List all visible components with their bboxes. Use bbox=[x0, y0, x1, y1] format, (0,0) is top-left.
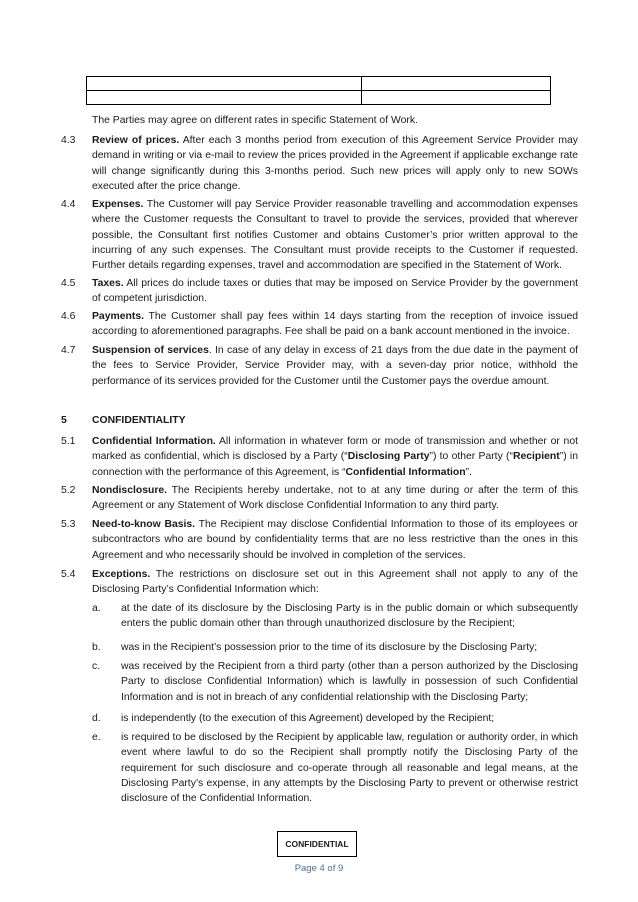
table-row bbox=[87, 77, 551, 91]
clause-title: Nondisclosure. bbox=[92, 485, 168, 496]
list-letter: a. bbox=[92, 603, 101, 614]
defined-term: Confidential Information bbox=[345, 466, 466, 478]
clause-title: Taxes. bbox=[92, 278, 124, 289]
clause-4-7 bbox=[92, 343, 578, 389]
clause-text: The restrictions on disclosure set out in this Agreement shall not apply to any of the Disclosing Party’s Confidential Information which: bbox=[92, 569, 578, 596]
clause-text: The Customer shall pay fees within 14 days starting from the reception of invoice issued according to aforementioned paragraphs. Fee shall be paid on a bank account mentioned in the invoice. bbox=[92, 311, 578, 338]
confidential-footer-label: CONFIDENTIAL bbox=[277, 831, 357, 857]
clause-title: Need-to-know Basis. bbox=[92, 519, 196, 530]
table-cell bbox=[87, 91, 362, 105]
list-item: is required to be disclosed by the Recipient by applicable law, regulation or authority order, in which event where lawful to do so the Recipient shall promptly notify the Disclosing Party of the requirement for such disclosure and co-operate through all reasonable and legal means, at the Disclosing Party’s expense, in any attempts by the Disclosing Party to prevent or otherwise restrict disclosure of the Confidential Information. bbox=[121, 732, 578, 805]
list-item: was in the Recipient’s possession prior to the time of its disclosure by the Disclosing Party; bbox=[121, 642, 538, 653]
list-item: at the date of its disclosure by the Disclosing Party is in the public domain or which subsequently enters the public domain other than through unauthorized disclosure by the Recipient; bbox=[121, 603, 578, 630]
clause-5-3 bbox=[92, 517, 578, 563]
section-number: 5 bbox=[61, 415, 67, 426]
clause-number: 5.3 bbox=[61, 519, 76, 530]
list-letter: d. bbox=[92, 713, 101, 724]
clause-text: The Recipient may disclose Confidential Information to those of its employees or subcontractors who are bound by confidentiality terms that are no less restrictive than the ones in this Agreement and who necessarily should be involved in completion of the services. bbox=[92, 519, 578, 561]
clause-number: 4.4 bbox=[61, 199, 76, 210]
clause-number: 5.2 bbox=[61, 485, 76, 496]
clause-4-4 bbox=[92, 197, 578, 273]
clause-5-1 bbox=[92, 434, 578, 480]
table-row bbox=[87, 91, 551, 105]
clause-title: Exceptions. bbox=[92, 569, 151, 580]
clause-title: Payments. bbox=[92, 311, 144, 322]
clause-number: 4.5 bbox=[61, 278, 76, 289]
list-letter: b. bbox=[92, 642, 101, 653]
clause-title: Expenses. bbox=[92, 199, 144, 210]
section-title: CONFIDENTIALITY bbox=[92, 415, 186, 426]
clause-number: 5.1 bbox=[61, 436, 76, 447]
clause-number: 4.6 bbox=[61, 311, 76, 322]
list-letter: e. bbox=[92, 732, 101, 743]
clause-number: 4.3 bbox=[61, 135, 76, 146]
clause-4-6 bbox=[92, 309, 578, 340]
list-item: was received by the Recipient from a third party (other than a person authorized by the Disclosing Party to disclose Confidential Information) which is lawfully in possession of such Confidential Information and is not in breach of any confidential relationship with the Disclosing Party; bbox=[121, 661, 578, 703]
defined-term: Recipient bbox=[512, 451, 560, 463]
table-cell bbox=[87, 77, 362, 91]
table-cell bbox=[362, 77, 551, 91]
clause-4-3 bbox=[92, 133, 578, 194]
clause-text: All prices do include taxes or duties that may be imposed on Service Provider by the government of competent jurisdiction. bbox=[92, 278, 578, 305]
rates-note: The Parties may agree on different rates in specific Statement of Work. bbox=[92, 115, 418, 126]
clause-5-4 bbox=[92, 567, 578, 598]
clause-text: After each 3 months period from execution of this Agreement Service Provider may demand in writing or via e-mail to review the prices provided in the Agreement if applicable exchange rate will change significantly during this 3-months period. Such new prices will apply only to new SOWs executed after the price change. bbox=[92, 135, 578, 192]
clause-text: The Recipients hereby undertake, not to at any time during or after the term of this Agreement or any Statement of Work disclose Confidential Information to any third party. bbox=[92, 485, 578, 512]
table-cell bbox=[362, 91, 551, 105]
clause-text: . In case of any delay in excess of 21 days from the due date in the payment of the fees to Service Provider, Service Provider may, with a seven-day prior notice, withhold the performance of its services provided for the Customer until the Customer pays the overdue amount. bbox=[92, 345, 579, 387]
clause-text: The Customer will pay Service Provider reasonable travelling and accommodation expenses where the Customer requests the Consultant to travel to provide the services, provided that wherever possible, the Consultant first notifies Customer and obtains Customer’s prior written approval to the incurring of any such expenses. The Consultant must provide receipts to the Customer if requested. Further details regarding expenses, travel and accommodation are specified in the Statement of Work. bbox=[92, 199, 578, 272]
list-letter: c. bbox=[92, 661, 101, 672]
clause-text: ”. bbox=[465, 466, 472, 478]
defined-term: Disclosing Party bbox=[347, 451, 430, 463]
clause-number: 5.4 bbox=[61, 569, 76, 580]
clause-text: ”) to other Party (“ bbox=[429, 451, 513, 463]
clause-title: Confidential Information. bbox=[92, 436, 216, 447]
clause-text: All information in whatever form or mode of transmission and whether or not marked as confidential, which is disclosed by a Party (“ bbox=[92, 436, 579, 463]
page-number: Page 4 of 9 bbox=[294, 863, 344, 874]
clause-4-5 bbox=[92, 276, 578, 307]
list-item: is independently (to the execution of this Agreement) developed by the Recipient; bbox=[121, 713, 495, 724]
clause-text: ”) in connection with the performance of this Agreement, is “ bbox=[92, 451, 578, 478]
rates-table bbox=[86, 76, 551, 105]
clause-title: Suspension of services bbox=[92, 345, 209, 356]
clause-5-2 bbox=[92, 483, 578, 514]
clause-title: Review of prices. bbox=[92, 135, 180, 146]
clause-number: 4.7 bbox=[61, 345, 76, 356]
